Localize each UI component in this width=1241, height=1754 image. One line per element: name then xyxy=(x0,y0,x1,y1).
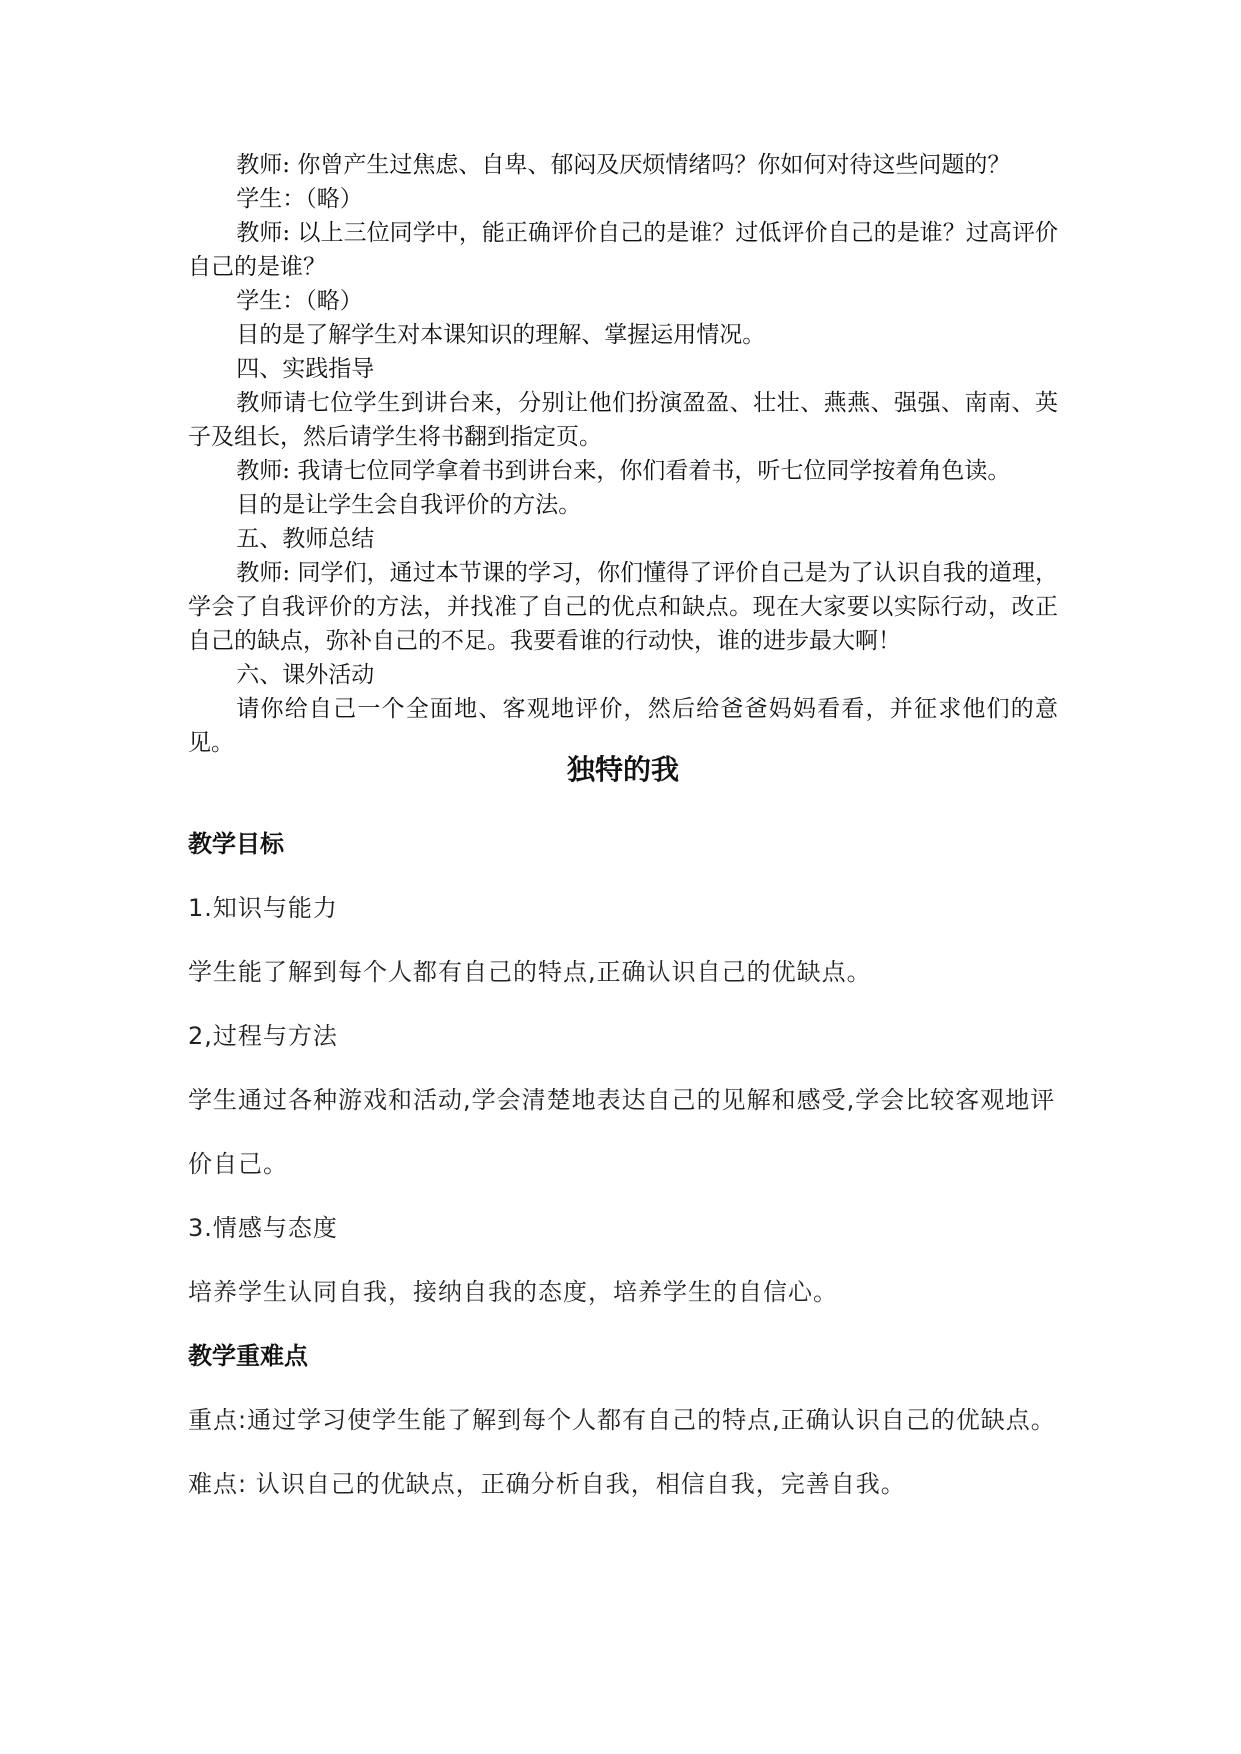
section-heading-activity: 六、课外活动 xyxy=(236,662,375,688)
paragraph-teacher-question-evaluation: 教师: 以上三位同学中，能正确评价自己的是谁？过低评价自己的是谁？过高评价自己的是谁？ xyxy=(188,220,1058,280)
paragraph-purpose: 目的是了解学生对本课知识的理解、掌握运用情况。 xyxy=(236,322,766,348)
process-heading: 2,过程与方法 xyxy=(188,1022,338,1050)
lesson-plan xyxy=(188,812,1058,1516)
process-text: 学生通过各种游戏和活动,学会清楚地表达自己的见解和感受,学会比较客观地评价自己。 xyxy=(188,1086,1056,1178)
knowledge-text: 学生能了解到每个人都有自己的特点,正确认识自己的优缺点。 xyxy=(188,958,872,986)
paragraph-teacher-question-emotions: 教师: 你曾产生过焦虑、自卑、郁闷及厌烦情绪吗？你如何对待这些问题的？ xyxy=(236,152,1011,178)
paragraph-student-answer: 学生：（略） xyxy=(236,186,363,212)
objectives-heading: 教学目标 xyxy=(188,830,284,858)
section-heading-practice: 四、实践指导 xyxy=(236,356,375,382)
knowledge-heading: 1.知识与能力 xyxy=(188,894,338,922)
paragraph-student-answer: 学生：（略） xyxy=(236,288,363,314)
emotion-heading: 3.情感与态度 xyxy=(188,1214,338,1242)
paragraph-teacher-reading: 教师: 我请七位同学拿着书到讲台来，你们看着书，听七位同学按着角色读。 xyxy=(236,458,1011,484)
difficult-point-text: 难点: 认识自己的优缺点，正确分析自我，相信自我，完善自我。 xyxy=(188,1470,906,1498)
paragraph-activity: 请你给自己一个全面地、客观地评价，然后给爸爸妈妈看看，并征求他们的意见。 xyxy=(188,696,1058,756)
difficulty-heading: 教学重难点 xyxy=(188,1342,308,1370)
key-point-text: 重点:通过学习使学生能了解到每个人都有自己的特点,正确认识自己的优缺点。 xyxy=(188,1406,1056,1434)
paragraph-purpose: 目的是让学生会自我评价的方法。 xyxy=(236,492,582,518)
paragraph-practice-roles: 教师请七位学生到讲台来，分别让他们扮演盈盈、壮壮、燕燕、强强、南南、英子及组长，然后请学生将书翻到指定页。 xyxy=(188,390,1058,450)
lesson-title: 独特的我 xyxy=(566,753,679,786)
emotion-text: 培养学生认同自我，接纳自我的态度，培养学生的自信心。 xyxy=(188,1278,838,1306)
paragraph-teacher-summary: 教师: 同学们，通过本节课的学习，你们懂得了评价自己是为了认识自我的道理，学会了自我评价的方法，并找准了自己的优点和缺点。现在大家要以实际行动，改正自己的缺点，弥补自己的不足。我要看谁的行动快，谁的进步最大啊！ xyxy=(188,560,1058,654)
lesson-continuation xyxy=(188,148,1058,760)
section-heading-summary: 五、教师总结 xyxy=(236,526,375,552)
